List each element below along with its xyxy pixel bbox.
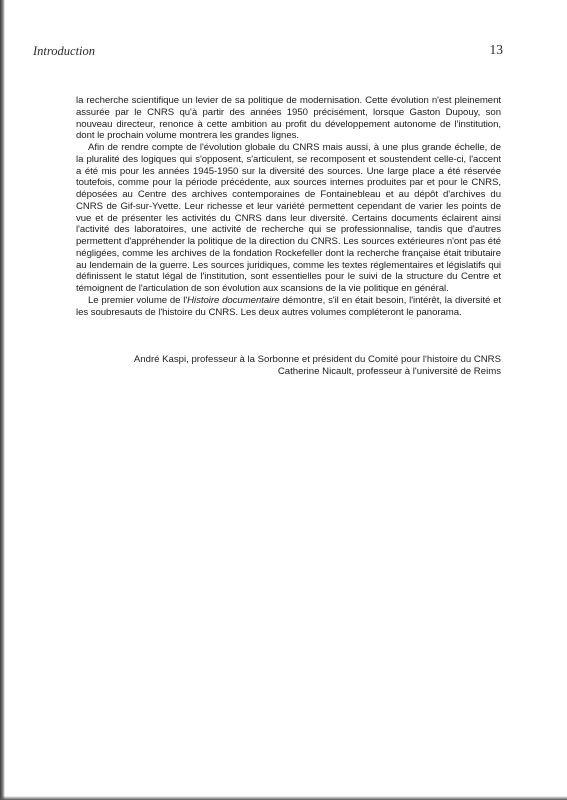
page-number: 13 xyxy=(489,42,503,57)
scan-edge-bottom xyxy=(0,796,567,800)
paragraph-3 xyxy=(76,295,501,319)
page-header xyxy=(33,44,503,60)
running-head: Introduction xyxy=(33,44,96,58)
paragraph-2: Afin de rendre compte de l'évolution globale du CNRS mais aussi, à une plus grande échelle, de la pluralité des logiques qui s'opposent, s'articulent, se recomposent et soustendent celle-ci, l'accent a été mis pour les années 1945-1950 sur la diversité des sources. Une large place a été réservée toutefois, comme pour la période précédente, aux sources internes produites par et pour le CNRS, déposées au Centre des archives contemporaines de Fontainebleau et au dépôt d'archives du CNRS de Gif-sur-Yvette. Leur richesse et leur variété permettent cependant de varier les points de vue et de présenter les activités du CNRS dans leur diversité. Certains documents éclairent ainsi l'activité des laboratoires, une activité de recherche qui se professionnalise, tandis que d'autres permettent d'appréhender la politique de la direction du CNRS. Les sources extérieures n'ont pas été négligées, comme les archives de la fondation Rockefeller dont la recherche française était tributaire au lendemain de la guerre. Les sources juridiques, comme les textes réglementaires et législatifs qui définissent le statut légal de l'institution, sont essentielles pour le suivi de la structure du Centre et témoignent de l'articulation de son évolution aux scansions de la vie politique en général. xyxy=(76,142,501,294)
book-title: Histoire documentaire xyxy=(187,294,280,306)
signature-kaspi: André Kaspi, professeur à la Sorbonne et président du Comité pour l'histoire du CNRS xyxy=(133,354,501,365)
paragraph-3-start: Le premier volume de l' xyxy=(88,294,188,306)
signatures xyxy=(76,354,501,378)
paragraph-3-end: démontre, s'il en était besoin, l'intérêt, la diversité et les soubresauts de l'histoire du CNRS. Les deux autres volumes compléteront le panorama. xyxy=(76,294,502,318)
scan-edge-left xyxy=(0,0,5,800)
signature-nicault: Catherine Nicault, professeur à l'université de Reims xyxy=(277,365,501,377)
body-text xyxy=(76,95,501,318)
paragraph-1: la recherche scientifique un levier de sa politique de modernisation. Cette évolution n'est pleinement assurée par le CNRS qu'à partir des années 1950 précisément, lorsque Gaston Dupouy, son nouveau directeur, renonce à cette ambition au profit du développement autonome de l'institution, dont le prochain volume montrera les grandes lignes. xyxy=(76,95,501,142)
